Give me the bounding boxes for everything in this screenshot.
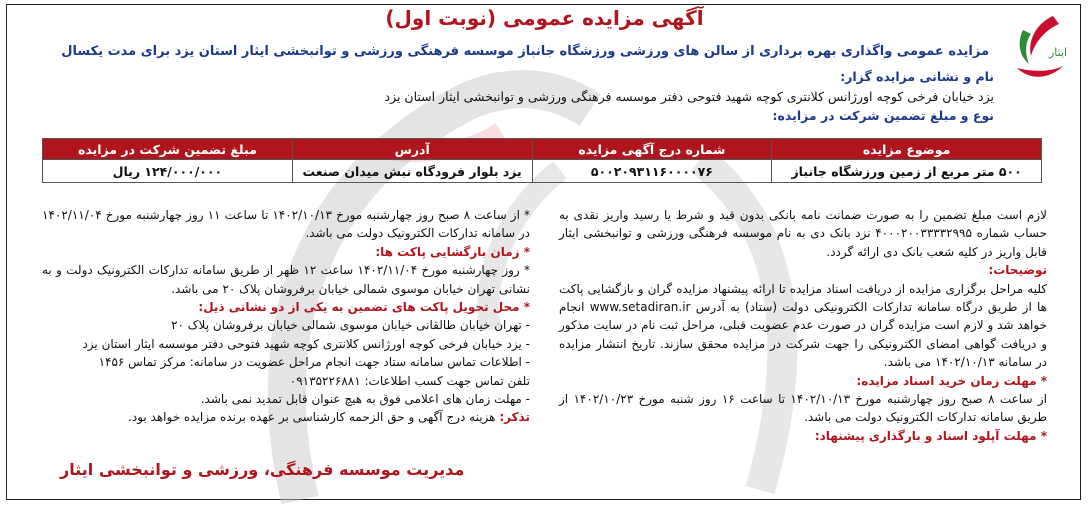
guarantee-text: لازم است مبلغ تضمین را به صورت ضمانت نامه بانکی بدون قید و شرط یا رسید واریز نقدی به حساب شماره ۴۰۰۰۲۰۰۳۳۳۳۲۹۹۵ نزد بانک دی به نام موسسه فرهنگی ورزشی و توانبخشی ایثار قابل واریز در کلیه شعب بانک دی ارائه گردد. (559, 208, 1047, 259)
table-cell: ۵۰۰ متر مربع از زمین ورزشگاه جانباز (772, 160, 1042, 183)
notes-text: کلیه مراحل برگزاری مزایده از دریافت اسناد مزایده تا ارائه پیشنهاد مزایده گران و بازگشایی پاکت ها از طریق درگاه سامانه تدارکات الکترونیکی دولت (ستاد) به آدرس www.setadiran.ir انجام خواهد شد و لازم است مزایده گران در صورت عدم عضویت قبلی، مراحل ثبت نام در سایت مذکور و دریافت گواهی امضای الکترونیکی را جهت شرکت در مزایده محقق سازند. تاریخ انتشار مزایده در سامانه ۱۴۰۲/۱۰/۱۳ می باشد. (559, 281, 1047, 370)
table-cell: ۱۲۴/۰۰۰/۰۰۰ ریال (43, 160, 293, 183)
organizer-heading: نام و نشانی مزایده گزار: (840, 69, 994, 84)
table-header: شماره درج آگهی مزایده (532, 139, 772, 160)
remark-label: تذکر: (499, 410, 530, 425)
notice-title: آگهی مزایده عمومی (نوبت اول) (385, 6, 704, 30)
delivery-line: - یزد خیابان فرخی کوچه اورژانس کلانتری کوچه شهید فتوحی دفتر موسسه ایثار استان یزد (82, 336, 530, 351)
table-cell: یزد بلوار فرودگاه نبش میدان صنعت (292, 160, 532, 183)
upload-heading: * مهلت آپلود اسناد و بارگذاری پیشنهاد: (814, 428, 1047, 443)
guarantee-heading: نوع و مبلغ تضمین شرکت در مزایده: (772, 108, 994, 123)
delivery-line: - تهران خیابان طالقانی خیابان موسوی شمالی خیابان برفروشان پلاک ۲۰ (171, 318, 530, 333)
doc-deadline-text: از ساعت ۸ صبح روز چهارشنبه مورخ ۱۴۰۲/۱۰/۱۳ تا ساعت ۱۶ روز شنبه مورخ ۱۴۰۲/۱۰/۲۳ از طریق سامانه تدارکات الکترونیک دولت می باشد. (559, 392, 1047, 425)
notes-heading: توضیحات: (988, 263, 1047, 278)
notice-subtitle: مزایده عمومی واگذاری بهره برداری از سالن های ورزشی ورزشگاه جانباز موسسه فرهنگی ورزشی و توانبخشی ایثار استان یزد برای مدت یکسال (61, 44, 989, 59)
doc-deadline-heading: * مهلت زمان خرید اسناد مزایده: (856, 373, 1047, 388)
deadline-note: - مهلت زمان های اعلامی فوق به هیچ عنوان قابل تمدید نمی باشد. (200, 392, 530, 407)
opening-text: * روز چهارشنبه مورخ ۱۴۰۲/۱۱/۰۴ ساعت ۱۲ ظهر از طریق سامانه تدارکات الکترونیک دولت و به نشانی تهران خیابان موسوی شمالی خیابان برفروشان پلاک ۲۰ می باشد. (42, 263, 530, 296)
footer-signature: مدیریت موسسه فرهنگی، ورزشی و توانبخشی ایثار (60, 460, 465, 479)
table-header: مبلغ تضمین شرکت در مزایده (43, 139, 293, 160)
logo-text: ایثار (1049, 46, 1068, 59)
table-row (43, 160, 1042, 183)
right-column (559, 206, 1047, 445)
table-header: موضوع مزایده (772, 139, 1042, 160)
table-header-row (43, 139, 1042, 160)
delivery-heading: * محل تحویل پاکت های تضمین به یکی از دو نشانی ذیل: (198, 300, 530, 315)
left-column (42, 206, 530, 427)
remark (42, 408, 530, 426)
table-cell: ۵۰۰۲۰۹۳۱۱۶۰۰۰۰۷۶ (532, 160, 772, 183)
upload-text: * از ساعت ۸ صبح روز چهارشنبه مورخ ۱۴۰۲/۱۰/۱۳ تا ساعت ۱۱ روز چهارشنبه مورخ ۱۴۰۲/۱۱/۰۴ در سامانه تدارکات الکترونیک دولت می باشد. (42, 208, 530, 241)
contact-line: - اطلاعات تماس سامانه ستاد جهت انجام مراحل عضویت در سامانه: مرکز تماس ۱۴۵۶ (98, 355, 530, 370)
auction-table (42, 138, 1042, 183)
phone-line: تلفن تماس جهت کسب اطلاعات: ۰۹۱۳۵۲۲۶۸۸۱ (289, 373, 530, 388)
remark-text: هزینه درج آگهی و حق الزحمه کارشناسی بر عهده برنده مزایده خواهد بود. (128, 410, 500, 425)
organizer-address: یزد خیابان فرخی کوچه اورژانس کلانتری کوچه شهید فتوحی دفتر موسسه فرهنگی ورزشی و توانبخشی ایثار استان یزد (384, 89, 994, 104)
table-header: آدرس (292, 139, 532, 160)
opening-heading: * زمان بازگشایی پاکت ها: (375, 244, 530, 259)
